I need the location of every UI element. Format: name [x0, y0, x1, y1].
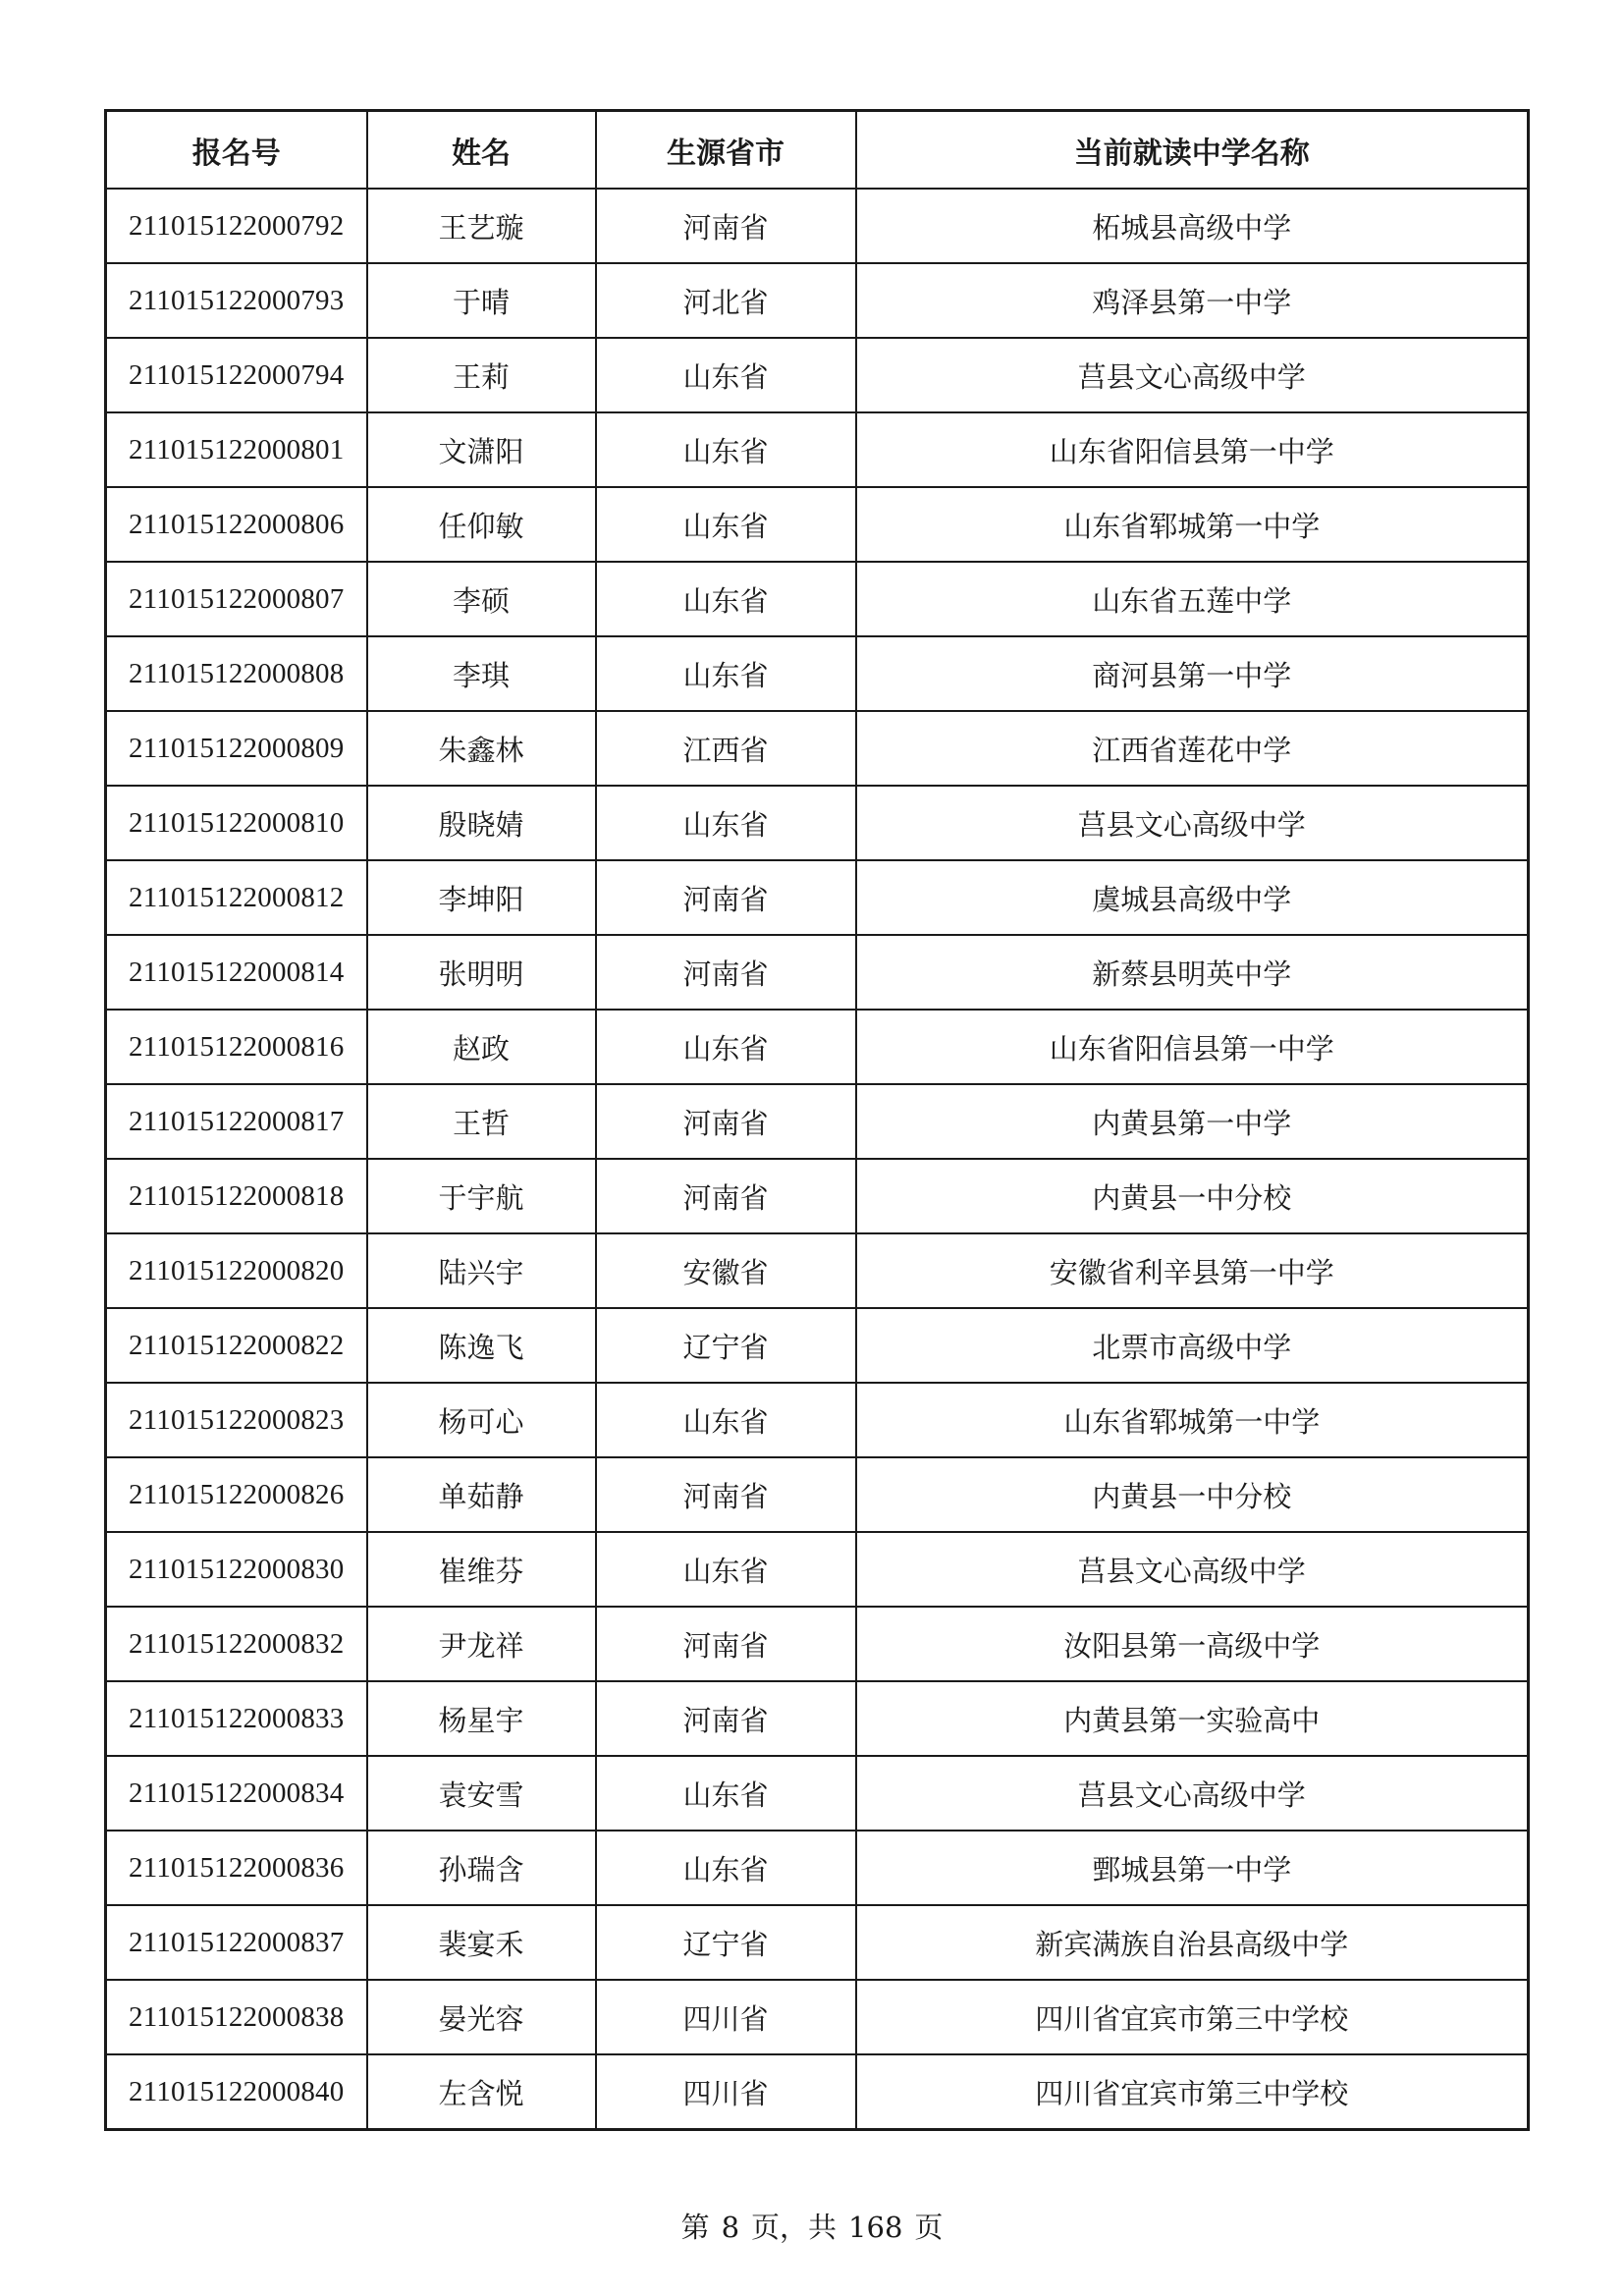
- registration-number-cell: 211015122000809: [106, 711, 367, 786]
- registration-number-cell: 211015122000838: [106, 1980, 367, 2054]
- school-name-cell: 莒县文心高级中学: [856, 1532, 1529, 1607]
- footer-page-number: 8: [721, 2211, 740, 2244]
- student-name-cell: 于宇航: [367, 1159, 596, 1233]
- table-row: [106, 412, 1529, 487]
- table-row: [106, 860, 1529, 935]
- table-row: [106, 1532, 1529, 1607]
- footer-suffix: 页: [914, 2211, 944, 2244]
- registration-number-cell: 211015122000794: [106, 338, 367, 412]
- registration-number-cell: 211015122000806: [106, 487, 367, 562]
- registration-number-cell: 211015122000793: [106, 263, 367, 338]
- table-row: [106, 487, 1529, 562]
- registration-number-cell: 211015122000820: [106, 1233, 367, 1308]
- student-name-cell: 袁安雪: [367, 1756, 596, 1831]
- student-name-cell: 左含悦: [367, 2054, 596, 2130]
- registration-number-cell: 211015122000832: [106, 1607, 367, 1681]
- student-name-cell: 王艺璇: [367, 189, 596, 263]
- school-name-cell: 北票市高级中学: [856, 1308, 1529, 1383]
- province-cell: 辽宁省: [596, 1905, 856, 1980]
- table-row: [106, 1607, 1529, 1681]
- province-cell: 山东省: [596, 1010, 856, 1084]
- province-cell: 河南省: [596, 935, 856, 1010]
- province-cell: 四川省: [596, 1980, 856, 2054]
- province-cell: 山东省: [596, 1756, 856, 1831]
- province-cell: 河南省: [596, 860, 856, 935]
- table-row: [106, 1233, 1529, 1308]
- province-cell: 河南省: [596, 1159, 856, 1233]
- school-name-cell: 内黄县第一实验高中: [856, 1681, 1529, 1756]
- school-name-cell: 内黄县一中分校: [856, 1159, 1529, 1233]
- registration-number-cell: 211015122000817: [106, 1084, 367, 1159]
- table-row: [106, 1980, 1529, 2054]
- registration-number-cell: 211015122000836: [106, 1831, 367, 1905]
- registration-number-cell: 211015122000818: [106, 1159, 367, 1233]
- province-cell: 山东省: [596, 562, 856, 636]
- school-name-cell: 四川省宜宾市第三中学校: [856, 2054, 1529, 2130]
- school-name-cell: 新蔡县明英中学: [856, 935, 1529, 1010]
- school-name-cell: 四川省宜宾市第三中学校: [856, 1980, 1529, 2054]
- school-name-cell: 山东省阳信县第一中学: [856, 1010, 1529, 1084]
- table-row: [106, 1010, 1529, 1084]
- table-row: [106, 1457, 1529, 1532]
- footer-middle: 页，共: [751, 2211, 838, 2244]
- student-name-cell: 孙瑞含: [367, 1831, 596, 1905]
- page-footer: [0, 2206, 1624, 2246]
- province-cell: 山东省: [596, 786, 856, 860]
- registration-number-cell: 211015122000822: [106, 1308, 367, 1383]
- table-row: [106, 711, 1529, 786]
- school-name-cell: 山东省五莲中学: [856, 562, 1529, 636]
- admission-roster-table: [104, 109, 1530, 2131]
- student-name-cell: 单茹静: [367, 1457, 596, 1532]
- student-name-cell: 殷晓婧: [367, 786, 596, 860]
- school-name-cell: 莒县文心高级中学: [856, 786, 1529, 860]
- table-row: [106, 636, 1529, 711]
- province-cell: 江西省: [596, 711, 856, 786]
- student-name-cell: 张明明: [367, 935, 596, 1010]
- header-school: 当前就读中学名称: [856, 111, 1529, 190]
- school-name-cell: 山东省阳信县第一中学: [856, 412, 1529, 487]
- province-cell: 河南省: [596, 1084, 856, 1159]
- registration-number-cell: 211015122000801: [106, 412, 367, 487]
- table-row: [106, 263, 1529, 338]
- province-cell: 河南省: [596, 1607, 856, 1681]
- footer-total-pages: 168: [848, 2211, 903, 2244]
- student-name-cell: 裴宴禾: [367, 1905, 596, 1980]
- student-name-cell: 李琪: [367, 636, 596, 711]
- registration-number-cell: 211015122000833: [106, 1681, 367, 1756]
- registration-number-cell: 211015122000812: [106, 860, 367, 935]
- province-cell: 河北省: [596, 263, 856, 338]
- registration-number-cell: 211015122000810: [106, 786, 367, 860]
- school-name-cell: 柘城县高级中学: [856, 189, 1529, 263]
- table-row: [106, 1756, 1529, 1831]
- school-name-cell: 新宾满族自治县高级中学: [856, 1905, 1529, 1980]
- student-name-cell: 尹龙祥: [367, 1607, 596, 1681]
- school-name-cell: 商河县第一中学: [856, 636, 1529, 711]
- student-name-cell: 杨星宇: [367, 1681, 596, 1756]
- table-row: [106, 1905, 1529, 1980]
- student-name-cell: 赵政: [367, 1010, 596, 1084]
- province-cell: 山东省: [596, 1831, 856, 1905]
- school-name-cell: 内黄县一中分校: [856, 1457, 1529, 1532]
- school-name-cell: 莒县文心高级中学: [856, 1756, 1529, 1831]
- table-row: [106, 1681, 1529, 1756]
- student-name-cell: 陈逸飞: [367, 1308, 596, 1383]
- province-cell: 辽宁省: [596, 1308, 856, 1383]
- table-row: [106, 562, 1529, 636]
- registration-number-cell: 211015122000826: [106, 1457, 367, 1532]
- registration-number-cell: 211015122000816: [106, 1010, 367, 1084]
- province-cell: 河南省: [596, 1457, 856, 1532]
- registration-number-cell: 211015122000834: [106, 1756, 367, 1831]
- student-name-cell: 李硕: [367, 562, 596, 636]
- school-name-cell: 山东省郓城第一中学: [856, 487, 1529, 562]
- table-row: [106, 2054, 1529, 2130]
- registration-number-cell: 211015122000808: [106, 636, 367, 711]
- province-cell: 安徽省: [596, 1233, 856, 1308]
- province-cell: 山东省: [596, 1383, 856, 1457]
- registration-number-cell: 211015122000840: [106, 2054, 367, 2130]
- school-name-cell: 汝阳县第一高级中学: [856, 1607, 1529, 1681]
- school-name-cell: 鸡泽县第一中学: [856, 263, 1529, 338]
- province-cell: 河南省: [596, 1681, 856, 1756]
- school-name-cell: 鄄城县第一中学: [856, 1831, 1529, 1905]
- table-row: [106, 1308, 1529, 1383]
- student-name-cell: 王哲: [367, 1084, 596, 1159]
- province-cell: 山东省: [596, 487, 856, 562]
- registration-number-cell: 211015122000837: [106, 1905, 367, 1980]
- student-name-cell: 崔维芬: [367, 1532, 596, 1607]
- student-name-cell: 朱鑫林: [367, 711, 596, 786]
- school-name-cell: 江西省莲花中学: [856, 711, 1529, 786]
- header-name: 姓名: [367, 111, 596, 190]
- table-row: [106, 935, 1529, 1010]
- school-name-cell: 山东省郓城第一中学: [856, 1383, 1529, 1457]
- province-cell: 山东省: [596, 338, 856, 412]
- province-cell: 河南省: [596, 189, 856, 263]
- student-name-cell: 王莉: [367, 338, 596, 412]
- student-name-cell: 李坤阳: [367, 860, 596, 935]
- school-name-cell: 虞城县高级中学: [856, 860, 1529, 935]
- student-name-cell: 文潇阳: [367, 412, 596, 487]
- school-name-cell: 安徽省利辛县第一中学: [856, 1233, 1529, 1308]
- student-name-cell: 晏光容: [367, 1980, 596, 2054]
- table-header-row: [106, 111, 1529, 190]
- registration-number-cell: 211015122000814: [106, 935, 367, 1010]
- header-registration-number: 报名号: [106, 111, 367, 190]
- table-row: [106, 338, 1529, 412]
- student-name-cell: 陆兴宇: [367, 1233, 596, 1308]
- registration-number-cell: 211015122000807: [106, 562, 367, 636]
- table-row: [106, 189, 1529, 263]
- registration-number-cell: 211015122000823: [106, 1383, 367, 1457]
- province-cell: 四川省: [596, 2054, 856, 2130]
- registration-number-cell: 211015122000830: [106, 1532, 367, 1607]
- table-row: [106, 1831, 1529, 1905]
- student-name-cell: 任仰敏: [367, 487, 596, 562]
- table-row: [106, 1383, 1529, 1457]
- student-name-cell: 杨可心: [367, 1383, 596, 1457]
- province-cell: 山东省: [596, 1532, 856, 1607]
- registration-number-cell: 211015122000792: [106, 189, 367, 263]
- province-cell: 山东省: [596, 412, 856, 487]
- table-row: [106, 786, 1529, 860]
- footer-prefix: 第: [680, 2211, 710, 2244]
- province-cell: 山东省: [596, 636, 856, 711]
- table-row: [106, 1084, 1529, 1159]
- header-province: 生源省市: [596, 111, 856, 190]
- school-name-cell: 莒县文心高级中学: [856, 338, 1529, 412]
- table-row: [106, 1159, 1529, 1233]
- table-body: [106, 189, 1529, 2130]
- school-name-cell: 内黄县第一中学: [856, 1084, 1529, 1159]
- student-name-cell: 于晴: [367, 263, 596, 338]
